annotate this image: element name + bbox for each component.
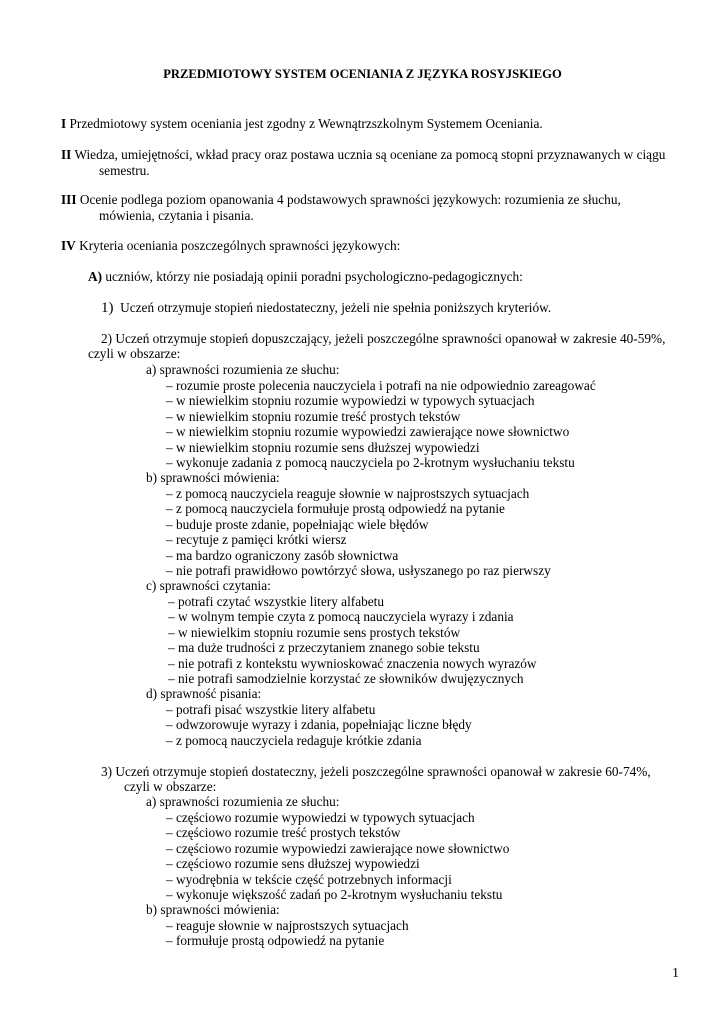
- list-item: – nie potrafi samodzielnie korzystać ze słowników dwujęzycznych: [168, 671, 524, 686]
- list-item: – nie potrafi prawidłowo powtórzyć słowa, usłyszanego po raz pierwszy: [166, 563, 551, 578]
- section-text: Wiedza, umiejętności, wkład pracy oraz postawa ucznia są oceniane za pomocą stopni przyznawanych w ciągu: [74, 147, 666, 162]
- list-item: – recytuje z pamięci krótki wiersz: [166, 532, 347, 547]
- section-number: I: [61, 116, 67, 131]
- list-item: – w niewielkim stopniu rozumie sens dłuższej wypowiedzi: [166, 439, 480, 455]
- list-item: – w niewielkim stopniu rozumie wypowiedzi w typowych sytuacjach: [166, 393, 535, 408]
- list-item: – wyodrębnia w tekście część potrzebnych informacji: [166, 871, 452, 887]
- list-item: – z pomocą nauczyciela formułuje prostą odpowiedź na pytanie: [166, 501, 505, 516]
- list-item: – w niewielkim stopniu rozumie wypowiedzi zawierające nowe słownictwo: [166, 424, 570, 439]
- list-item: – częściowo rozumie treść prostych tekstów: [166, 825, 401, 840]
- list-item: – buduje proste zdanie, popełniając wiele błędów: [166, 516, 429, 532]
- section-text-continued: semestru.: [99, 162, 150, 178]
- grade-number: 1): [101, 300, 114, 316]
- list-item: – częściowo rozumie sens dłuższej wypowiedzi: [166, 856, 420, 871]
- group-header: b) sprawności mówienia:: [146, 902, 280, 917]
- grade-2-line2: czyli w obszarze:: [88, 346, 181, 361]
- list-item: – potrafi pisać wszystkie litery alfabetu: [166, 701, 376, 717]
- grade-2-group-a: [146, 362, 596, 471]
- document-title: PRZEDMIOTOWY SYSTEM OCENIANIA Z JĘZYKA ROSYJSKIEGO: [163, 67, 562, 81]
- list-item: – nie potrafi z kontekstu wywnioskować znaczenia nowych wyrazów: [168, 655, 537, 671]
- section-text: Ocenie podlega poziom opanowania 4 podstawowych sprawności językowych: rozumienia ze słuchu,: [79, 192, 621, 207]
- section-iv: [61, 238, 681, 254]
- section-iii: [61, 192, 681, 223]
- subsection-a: [88, 269, 523, 285]
- grade-2-group-b: [146, 470, 551, 579]
- subsection-text: uczniów, którzy nie posiadają opinii poradni psychologiczno-pedagogicznych:: [105, 269, 523, 284]
- grade-3-group-b: [146, 902, 409, 949]
- group-header: c) sprawności czytania:: [146, 578, 271, 593]
- list-item: – wykonuje zadania z pomocą nauczyciela po 2-krotnym wysłuchaniu tekstu: [166, 455, 575, 470]
- list-item: – rozumie proste polecenia nauczyciela i potrafi na nie odpowiednio zareagować: [166, 377, 596, 393]
- list-item: – częściowo rozumie wypowiedzi zawierające nowe słownictwo: [166, 840, 510, 856]
- list-item: – formułuje prostą odpowiedź na pytanie: [166, 933, 385, 948]
- list-item: – częściowo rozumie wypowiedzi w typowych sytuacjach: [166, 809, 475, 825]
- section-text: Kryteria oceniania poszczególnych sprawności językowych:: [79, 238, 401, 253]
- list-item: – potrafi czytać wszystkie litery alfabetu: [168, 593, 384, 609]
- grade-3-group-a: [146, 794, 509, 903]
- list-item: – w niewielkim stopniu rozumie sens prostych tekstów: [168, 624, 461, 640]
- group-header: b) sprawności mówienia:: [146, 470, 280, 485]
- list-item: – odwzorowuje wyrazy i zdania, popełniając liczne błędy: [166, 717, 472, 732]
- list-item: – z pomocą nauczyciela reaguje słownie w najprostszych sytuacjach: [166, 485, 530, 501]
- subsection-label: A): [88, 269, 103, 284]
- section-text-continued: mówienia, czytania i pisania.: [99, 207, 254, 223]
- section-ii: [61, 147, 681, 178]
- grade-text: Uczeń otrzymuje stopień niedostateczny, jeżeli nie spełnia poniższych kryteriów.: [120, 300, 552, 315]
- grade-1-line: [101, 300, 551, 317]
- page-number: 1: [672, 966, 679, 981]
- section-i: [61, 116, 681, 132]
- list-item: – ma duże trudności z przeczytaniem znanego sobie tekstu: [168, 640, 480, 655]
- grade-2-line1: 2) Uczeń otrzymuje stopień dopuszczający, jeżeli poszczególne sprawności opanował w zakresie 40-59%,: [101, 331, 666, 346]
- list-item: – z pomocą nauczyciela redaguje krótkie zdania: [166, 732, 422, 748]
- grade-2-group-c: [146, 578, 537, 687]
- section-number: II: [61, 147, 72, 162]
- grade-3-line1: 3) Uczeń otrzymuje stopień dostateczny, jeżeli poszczególne sprawności opanował w zakresie 60-74%,: [101, 764, 651, 779]
- group-header: a) sprawności rozumienia ze słuchu:: [146, 794, 340, 809]
- grade-3-line2: czyli w obszarze:: [124, 779, 217, 794]
- group-header: a) sprawności rozumienia ze słuchu:: [146, 362, 340, 377]
- list-item: – w wolnym tempie czyta z pomocą nauczyciela wyrazy i zdania: [168, 609, 514, 624]
- list-item: – reaguje słownie w najprostszych sytuacjach: [166, 917, 409, 933]
- list-item: – ma bardzo ograniczony zasób słownictwa: [166, 547, 399, 563]
- section-text: Przedmiotowy system oceniania jest zgodny z Wewnątrzszkolnym Systemem Oceniania.: [69, 116, 543, 131]
- list-item: – w niewielkim stopniu rozumie treść prostych tekstów: [166, 408, 461, 424]
- section-number: III: [61, 192, 77, 207]
- group-header: d) sprawność pisania:: [146, 686, 262, 701]
- section-number: IV: [61, 238, 76, 253]
- grade-2-group-d: [146, 686, 472, 748]
- list-item: – wykonuje większość zadań po 2-krotnym wysłuchaniu tekstu: [166, 887, 503, 902]
